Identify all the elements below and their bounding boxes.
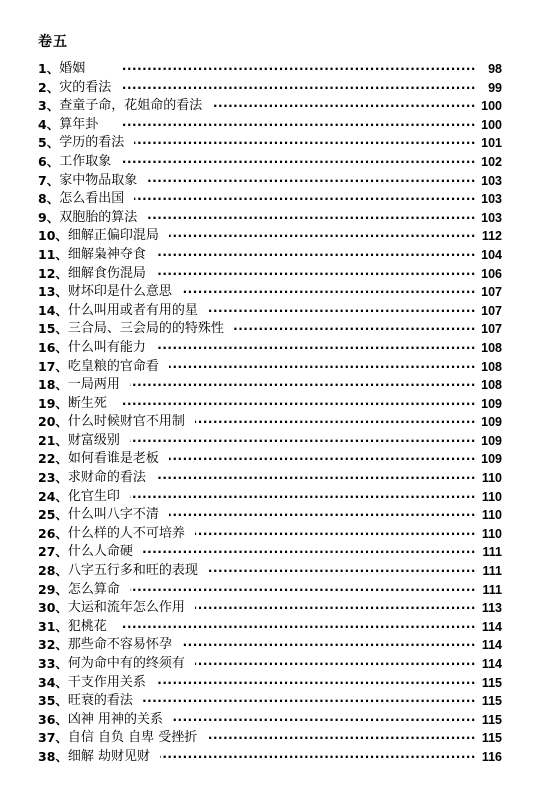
toc-entry-page-number: 110 — [481, 526, 502, 541]
toc-entry-title: 凶神 用神的关系 — [67, 711, 164, 727]
toc-entry-page-number: 109 — [481, 415, 502, 430]
toc-dot-leader — [169, 227, 476, 246]
toc-entry-title: 家中物品取象 — [59, 172, 138, 188]
toc-entry[interactable] — [38, 302, 502, 321]
toc-entry-page-number: 114 — [481, 638, 502, 653]
toc-entry[interactable] — [38, 581, 502, 600]
toc-entry-number: 12、 — [38, 265, 68, 281]
toc-entry[interactable] — [38, 488, 502, 507]
toc-entry[interactable] — [38, 79, 502, 98]
toc-entry-title: 怎么看出国 — [59, 191, 125, 207]
toc-entry-title: 何为命中有的终须有 — [67, 656, 185, 671]
toc-entry[interactable] — [38, 209, 502, 228]
toc-entry-number: 5、 — [38, 135, 60, 151]
toc-entry-title: 算年卦 — [59, 116, 99, 132]
toc-entry-number: 31、 — [38, 618, 68, 634]
toc-dot-leader — [212, 97, 476, 116]
toc-entry-number: 22、 — [38, 451, 68, 467]
toc-entry-page-number: 110 — [481, 489, 502, 504]
toc-entry[interactable] — [38, 413, 502, 432]
toc-entry-number: 6、 — [38, 153, 60, 169]
toc-dot-leader — [117, 618, 476, 637]
toc-entry-page-number: 111 — [482, 564, 502, 579]
toc-entry-number: 15、 — [38, 321, 68, 337]
toc-entry-title: 断生死 — [67, 395, 107, 411]
toc-entry-title: 犯桃花 — [67, 618, 107, 634]
toc-entry-page-number: 100 — [481, 117, 502, 132]
toc-entry-page-number: 109 — [481, 396, 502, 411]
toc-entry-page-number: 101 — [481, 136, 502, 151]
toc-dot-leader — [160, 748, 476, 767]
toc-entry[interactable] — [38, 674, 502, 693]
toc-dot-leader — [130, 488, 476, 507]
toc-entry-number: 23、 — [38, 470, 68, 486]
toc-dot-leader — [108, 116, 476, 135]
toc-entry-title: 什么样的人不可培养 — [67, 525, 185, 541]
toc-entry-number: 32、 — [38, 637, 68, 653]
toc-dot-leader — [134, 134, 476, 153]
toc-entry-number: 35、 — [38, 693, 68, 709]
toc-dot-leader — [95, 60, 476, 79]
toc-entry[interactable] — [38, 543, 502, 562]
toc-entry-page-number: 115 — [481, 731, 502, 746]
toc-dot-leader — [156, 265, 476, 284]
toc-entry-page-number: 115 — [481, 712, 502, 727]
toc-entry-page-number: 107 — [481, 285, 502, 300]
toc-entry-page-number: 114 — [481, 619, 502, 634]
toc-entry[interactable] — [38, 599, 502, 618]
toc-entry-number: 28、 — [38, 563, 68, 579]
toc-entry-title: 细解 劫财见财 — [67, 748, 151, 764]
toc-entry-title: 什么叫有能力 — [67, 339, 146, 355]
toc-entry[interactable] — [38, 60, 502, 79]
toc-entry[interactable] — [38, 636, 502, 655]
toc-dot-leader — [156, 246, 476, 265]
toc-dot-leader — [169, 358, 476, 377]
toc-entry-number: 26、 — [38, 525, 68, 541]
toc-entry-page-number: 107 — [481, 322, 502, 337]
toc-entry-title: 旺衰的看法 — [67, 693, 133, 709]
toc-entry[interactable] — [38, 655, 502, 674]
toc-entry-page-number: 111 — [482, 545, 502, 560]
toc-entry-page-number: 116 — [481, 749, 502, 764]
toc-entry[interactable] — [38, 97, 502, 116]
toc-dot-leader — [134, 190, 476, 209]
toc-entry-page-number: 109 — [481, 452, 502, 467]
toc-entry-title: 什么时候财官不用制 — [67, 414, 185, 430]
toc-entry[interactable] — [38, 692, 502, 711]
toc-entry-number: 13、 — [38, 284, 68, 300]
toc-dot-leader — [169, 450, 476, 469]
toc-entry-number: 30、 — [38, 600, 68, 616]
toc-dot-leader — [147, 172, 476, 191]
toc-entry-title: 细解正偏印混局 — [67, 228, 159, 244]
toc-entry-number: 1、 — [38, 61, 60, 76]
toc-entry[interactable] — [38, 562, 502, 581]
toc-entry-number: 8、 — [38, 191, 60, 207]
toc-dot-leader — [182, 636, 476, 655]
toc-dot-leader — [195, 525, 476, 544]
toc-entry-number: 21、 — [38, 432, 68, 448]
toc-dot-leader — [169, 506, 476, 525]
toc-entry-number: 25、 — [38, 507, 68, 523]
toc-entry-number: 20、 — [38, 414, 68, 430]
toc-entry[interactable] — [38, 116, 502, 135]
toc-dot-leader — [121, 153, 476, 172]
toc-dot-leader — [156, 339, 476, 358]
toc-dot-leader — [182, 283, 476, 302]
toc-entry[interactable] — [38, 432, 502, 451]
toc-dot-leader — [121, 79, 476, 98]
toc-entry-number: 34、 — [38, 674, 68, 690]
toc-entry-number: 38、 — [38, 748, 68, 764]
toc-entry[interactable] — [38, 134, 502, 153]
toc-entry-title: 查童子命，花姐命的看法 — [59, 98, 203, 114]
toc-entry[interactable] — [38, 395, 502, 414]
toc-entry-title: 财富级别 — [67, 432, 120, 448]
toc-dot-leader — [117, 395, 476, 414]
toc-entry[interactable] — [38, 190, 502, 209]
toc-entry-number: 24、 — [38, 488, 68, 504]
toc-entry[interactable] — [38, 320, 502, 339]
toc-entry-number: 4、 — [38, 116, 60, 132]
toc-entry-page-number: 107 — [481, 303, 502, 318]
toc-entry[interactable] — [38, 246, 502, 265]
toc-entry-page-number: 106 — [481, 266, 502, 281]
toc-dot-leader — [195, 599, 476, 618]
toc-dot-leader — [143, 543, 476, 562]
toc-dot-leader — [207, 729, 476, 748]
toc-entry-number: 11、 — [38, 246, 68, 262]
toc-entry-title: 吃皇粮的官命看 — [67, 358, 159, 374]
toc-entry-number: 37、 — [38, 730, 68, 746]
toc-entry-number: 10、 — [38, 228, 68, 244]
toc-dot-leader — [130, 432, 476, 451]
table-of-contents — [38, 60, 502, 767]
toc-dot-leader — [173, 711, 476, 730]
toc-entry-page-number: 108 — [481, 340, 502, 355]
toc-entry-number: 27、 — [38, 544, 68, 560]
toc-entry[interactable] — [38, 525, 502, 544]
toc-entry-title: 干支作用关系 — [67, 674, 146, 690]
toc-entry-title: 财坏印是什么意思 — [67, 284, 172, 300]
toc-entry-page-number: 115 — [481, 675, 502, 690]
toc-entry-title: 求财命的看法 — [67, 470, 146, 486]
toc-entry-page-number: 109 — [481, 433, 502, 448]
toc-entry[interactable] — [38, 748, 502, 767]
toc-entry[interactable] — [38, 618, 502, 637]
toc-dot-leader — [195, 655, 476, 674]
toc-entry[interactable] — [38, 339, 502, 358]
toc-entry-number: 7、 — [38, 172, 60, 188]
toc-entry-title: 婚姻 — [59, 61, 86, 76]
volume-title: 卷五 — [38, 34, 68, 50]
toc-entry-title: 怎么算命 — [67, 581, 120, 597]
toc-dot-leader — [130, 376, 476, 395]
toc-entry-title: 什么叫八字不清 — [67, 507, 159, 523]
toc-entry[interactable] — [38, 729, 502, 748]
toc-dot-leader — [130, 581, 476, 600]
toc-entry[interactable] — [38, 358, 502, 377]
toc-entry-page-number: 110 — [481, 471, 502, 486]
toc-dot-leader — [195, 413, 476, 432]
toc-entry-title: 灾的看法 — [59, 79, 112, 95]
toc-entry-page-number: 102 — [481, 154, 502, 169]
toc-entry-title: 学历的看法 — [59, 135, 125, 151]
toc-dot-leader — [156, 469, 476, 488]
toc-entry-page-number: 113 — [481, 601, 502, 616]
toc-entry-number: 19、 — [38, 395, 68, 411]
toc-entry-number: 2、 — [38, 79, 60, 95]
toc-entry-page-number: 114 — [481, 657, 502, 671]
toc-entry-page-number: 104 — [481, 247, 502, 262]
toc-dot-leader — [143, 692, 476, 711]
toc-entry-page-number: 111 — [482, 582, 502, 597]
toc-dot-leader — [208, 562, 476, 581]
toc-entry-page-number: 99 — [488, 80, 502, 95]
toc-entry-title: 工作取象 — [59, 153, 112, 169]
toc-entry-number: 29、 — [38, 581, 68, 597]
toc-entry[interactable] — [38, 227, 502, 246]
toc-entry-page-number: 103 — [481, 173, 502, 188]
toc-entry-number: 17、 — [38, 358, 68, 374]
toc-entry-page-number: 103 — [481, 192, 502, 207]
toc-entry-title: 自信 自负 自卑 受挫折 — [67, 730, 198, 746]
toc-entry-number: 16、 — [38, 339, 68, 355]
toc-entry[interactable] — [38, 469, 502, 488]
toc-entry-page-number: 108 — [481, 378, 502, 393]
toc-dot-leader — [234, 320, 476, 339]
toc-entry-page-number: 98 — [488, 62, 502, 76]
toc-entry-title: 细解枭神夺食 — [67, 246, 146, 262]
toc-entry-title: 一局两用 — [67, 377, 120, 393]
toc-entry[interactable] — [38, 172, 502, 191]
toc-entry-title: 细解食伤混局 — [67, 265, 146, 281]
toc-entry[interactable] — [38, 506, 502, 525]
toc-entry-title: 化官生印 — [67, 488, 120, 504]
toc-entry-number: 36、 — [38, 711, 68, 727]
toc-entry-number: 18、 — [38, 377, 68, 393]
toc-entry[interactable] — [38, 450, 502, 469]
toc-entry[interactable] — [38, 711, 502, 730]
toc-entry-title: 八字五行多和旺的表现 — [67, 563, 198, 579]
toc-entry-title: 双胞胎的算法 — [59, 209, 138, 225]
toc-dot-leader — [147, 209, 476, 228]
toc-entry-page-number: 112 — [481, 229, 502, 244]
toc-entry[interactable] — [38, 153, 502, 172]
toc-entry-title: 什么叫用或者有用的星 — [67, 302, 198, 318]
toc-entry-number: 9、 — [38, 209, 60, 225]
toc-entry-title: 如何看谁是老板 — [67, 451, 159, 467]
toc-entry-page-number: 115 — [481, 694, 502, 709]
toc-entry-page-number: 103 — [481, 210, 502, 225]
toc-entry[interactable] — [38, 376, 502, 395]
toc-entry-title: 大运和流年怎么作用 — [67, 600, 185, 616]
toc-entry-number: 33、 — [38, 656, 68, 671]
toc-dot-leader — [156, 674, 476, 693]
toc-entry-page-number: 100 — [481, 99, 502, 114]
toc-entry-title: 三合局、三会局的的特殊性 — [67, 321, 224, 337]
toc-dot-leader — [208, 302, 476, 321]
toc-entry-page-number: 108 — [481, 359, 502, 374]
toc-entry-number: 3、 — [38, 98, 60, 114]
toc-entry[interactable] — [38, 283, 502, 302]
toc-entry[interactable] — [38, 265, 502, 284]
toc-entry-title: 那些命不容易怀孕 — [67, 637, 172, 653]
toc-entry-number: 14、 — [38, 302, 68, 318]
toc-entry-page-number: 110 — [481, 508, 502, 523]
toc-entry-title: 什么人命硬 — [67, 544, 133, 560]
